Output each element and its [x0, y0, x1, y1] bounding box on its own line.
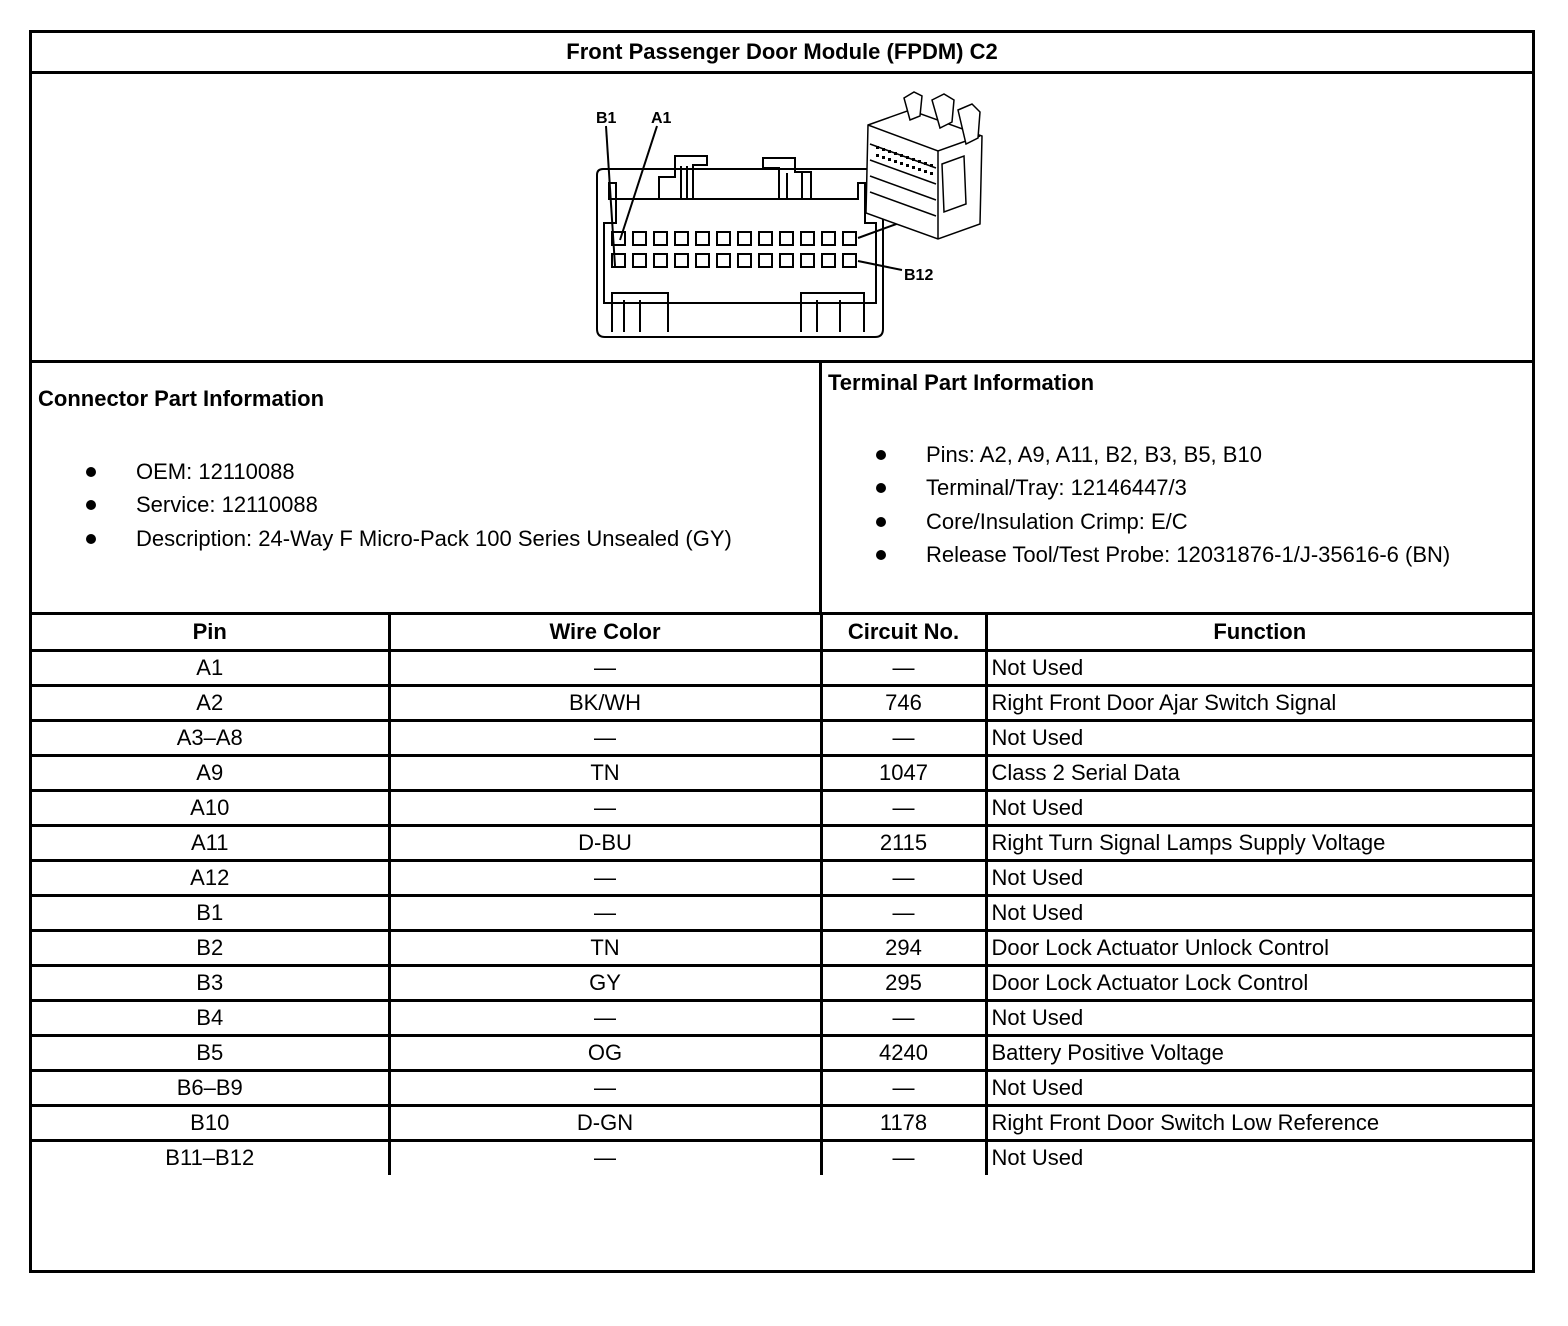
cell-wire-color: —	[389, 720, 821, 755]
table-row	[32, 1105, 1532, 1140]
cell-pin: A1	[32, 650, 389, 685]
cell-function: Battery Positive Voltage	[986, 1035, 1532, 1070]
cell-circuit-no: —	[821, 790, 986, 825]
cell-circuit-no: 4240	[821, 1035, 986, 1070]
cell-circuit-no: 295	[821, 965, 986, 1000]
pin-cavity	[654, 254, 667, 267]
cell-circuit-no: —	[821, 1140, 986, 1175]
cell-function: Not Used	[986, 1070, 1532, 1105]
table-row	[32, 965, 1532, 1000]
connector-sheet	[29, 30, 1535, 1273]
column-header-pin: Pin	[32, 615, 389, 650]
cell-circuit-no: 1178	[821, 1105, 986, 1140]
connector-latch-left	[659, 156, 707, 199]
list-item: Service: 12110088	[86, 488, 732, 521]
leader-line-b12	[858, 261, 902, 270]
cell-wire-color: —	[389, 790, 821, 825]
cell-function: Not Used	[986, 720, 1532, 755]
pin-cavity	[738, 232, 751, 245]
terminal-info-heading: Terminal Part Information	[828, 370, 1095, 395]
cell-function: Not Used	[986, 860, 1532, 895]
bullet-icon	[876, 550, 886, 560]
cell-circuit-no: 2115	[821, 825, 986, 860]
cell-wire-color: BK/WH	[389, 685, 821, 720]
column-header-function: Function	[986, 615, 1532, 650]
table-row	[32, 1035, 1532, 1070]
bullet-icon	[86, 500, 96, 510]
cell-circuit-no: 294	[821, 930, 986, 965]
cell-function: Right Front Door Switch Low Reference	[986, 1105, 1532, 1140]
cell-function: Not Used	[986, 790, 1532, 825]
cell-function: Not Used	[986, 1000, 1532, 1035]
pin-cavity	[717, 232, 730, 245]
terminal-info-list	[876, 438, 1450, 572]
table-row	[32, 860, 1532, 895]
table-row	[32, 1000, 1532, 1035]
cell-wire-color: —	[389, 1000, 821, 1035]
cell-wire-color: —	[389, 860, 821, 895]
pin-table	[32, 615, 1532, 1175]
cell-function: Door Lock Actuator Unlock Control	[986, 930, 1532, 965]
connector-part-info	[32, 363, 822, 612]
leader-line-b1	[606, 126, 615, 266]
table-row	[32, 1070, 1532, 1105]
cell-function: Class 2 Serial Data	[986, 755, 1532, 790]
pin-cavity	[843, 232, 856, 245]
pin-cavity	[633, 254, 646, 267]
cell-wire-color: TN	[389, 930, 821, 965]
cell-pin: A2	[32, 685, 389, 720]
cell-function: Not Used	[986, 1140, 1532, 1175]
cell-wire-color: GY	[389, 965, 821, 1000]
connector-diagram	[32, 74, 1532, 363]
cell-circuit-no: 746	[821, 685, 986, 720]
pin-cavity	[822, 232, 835, 245]
pin-cavity	[675, 232, 688, 245]
bullet-icon	[876, 517, 886, 527]
cell-circuit-no: —	[821, 860, 986, 895]
table-row	[32, 825, 1532, 860]
cell-function: Right Front Door Ajar Switch Signal	[986, 685, 1532, 720]
bullet-icon	[86, 534, 96, 544]
cell-pin: B2	[32, 930, 389, 965]
cell-wire-color: —	[389, 1070, 821, 1105]
callout-b12: B12	[904, 267, 934, 284]
list-item: Release Tool/Test Probe: 12031876-1/J-35616-6 (BN)	[876, 538, 1450, 571]
cell-pin: A11	[32, 825, 389, 860]
pin-cavity	[696, 232, 709, 245]
connector-lock-right	[801, 293, 864, 332]
pin-cavity	[654, 232, 667, 245]
list-item: Description: 24-Way F Micro-Pack 100 Series Unsealed (GY)	[86, 522, 732, 555]
table-row	[32, 685, 1532, 720]
cell-function: Not Used	[986, 650, 1532, 685]
cell-circuit-no: —	[821, 1000, 986, 1035]
cell-pin: B10	[32, 1105, 389, 1140]
cell-pin: B3	[32, 965, 389, 1000]
cell-circuit-no: —	[821, 650, 986, 685]
pin-cavity	[738, 254, 751, 267]
cell-circuit-no: 1047	[821, 755, 986, 790]
page-title: Front Passenger Door Module (FPDM) C2	[32, 33, 1532, 74]
table-row	[32, 930, 1532, 965]
table-header-row	[32, 615, 1532, 650]
cell-wire-color: D-BU	[389, 825, 821, 860]
cell-wire-color: —	[389, 650, 821, 685]
list-item: Terminal/Tray: 12146447/3	[876, 471, 1450, 504]
pin-cavity	[696, 254, 709, 267]
cell-pin: B4	[32, 1000, 389, 1035]
bullet-icon	[86, 467, 96, 477]
cell-function: Right Turn Signal Lamps Supply Voltage	[986, 825, 1532, 860]
pin-cavity	[801, 232, 814, 245]
cell-pin: B5	[32, 1035, 389, 1070]
part-info-row	[32, 363, 1532, 615]
leader-line-a1	[620, 126, 657, 240]
list-item: OEM: 12110088	[86, 455, 732, 488]
cell-pin: A3–A8	[32, 720, 389, 755]
cell-wire-color: —	[389, 895, 821, 930]
callout-a1: A1	[651, 110, 672, 127]
terminal-part-info	[822, 363, 1532, 612]
table-row	[32, 650, 1532, 685]
connector-face-drawing	[32, 74, 1532, 360]
list-item: Pins: A2, A9, A11, B2, B3, B5, B10	[876, 438, 1450, 471]
pin-cavity	[780, 232, 793, 245]
cell-pin: A9	[32, 755, 389, 790]
connector-3d-illustration	[866, 92, 982, 239]
column-header-circuit-no: Circuit No.	[821, 615, 986, 650]
table-row	[32, 1140, 1532, 1175]
pin-cavity	[822, 254, 835, 267]
cell-wire-color: OG	[389, 1035, 821, 1070]
bullet-icon	[876, 483, 886, 493]
pin-cavity	[675, 254, 688, 267]
table-row	[32, 720, 1532, 755]
table-row	[32, 755, 1532, 790]
column-header-wire-color: Wire Color	[389, 615, 821, 650]
pin-cavity	[759, 232, 772, 245]
cell-wire-color: D-GN	[389, 1105, 821, 1140]
connector-info-heading: Connector Part Information	[38, 386, 325, 411]
cell-circuit-no: —	[821, 720, 986, 755]
cell-pin: B11–B12	[32, 1140, 389, 1175]
pin-cavity	[633, 232, 646, 245]
cell-pin: B1	[32, 895, 389, 930]
pin-cavity	[801, 254, 814, 267]
cell-pin: B6–B9	[32, 1070, 389, 1105]
table-row	[32, 895, 1532, 930]
callout-b1: B1	[596, 110, 617, 127]
connector-info-list	[86, 455, 732, 555]
pin-cavity	[717, 254, 730, 267]
pin-cavity	[843, 254, 856, 267]
list-item: Core/Insulation Crimp: E/C	[876, 505, 1450, 538]
cell-pin: A10	[32, 790, 389, 825]
cell-function: Door Lock Actuator Lock Control	[986, 965, 1532, 1000]
cell-wire-color: TN	[389, 755, 821, 790]
cell-pin: A12	[32, 860, 389, 895]
bullet-icon	[876, 450, 886, 460]
table-row	[32, 790, 1532, 825]
cell-circuit-no: —	[821, 895, 986, 930]
cell-wire-color: —	[389, 1140, 821, 1175]
pin-cavity	[759, 254, 772, 267]
cell-circuit-no: —	[821, 1070, 986, 1105]
cell-function: Not Used	[986, 895, 1532, 930]
pin-cavity	[780, 254, 793, 267]
